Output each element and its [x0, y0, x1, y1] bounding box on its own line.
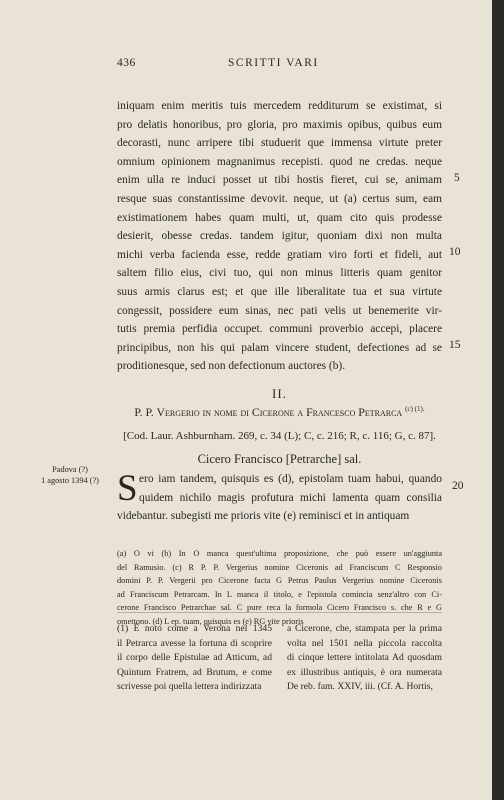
title-text: P. P. Vergerio in nome di Cicerone a Francesco Petrarca [134, 405, 403, 419]
text-line: proditionesque, sed non defectionum auctores (b). [117, 360, 346, 373]
line-number-15: 15 [449, 339, 461, 351]
text-line: omnium opinionem magnanimus recepisti. quod ne credas. neque [117, 155, 442, 168]
margin-place: Padova (?) [52, 465, 88, 474]
footnote-line: scrivesse poi quella lettera indirizzata [117, 681, 262, 692]
apparatus-line: cerone Francisco Petrarchae sal. C pure reca la formola Cicero Francisco s. che R e G [117, 603, 442, 613]
text-line: quidem nichilo magis profutura michi lamenta quam consilia [139, 491, 442, 504]
section-title [117, 405, 442, 420]
apparatus-line: (a) O vi (b) In O manca quest'ultima proposizione, che può essere un'aggiunta [117, 549, 442, 558]
line-number-10: 10 [449, 246, 461, 258]
margin-date: 1 agosto 1394 (?) [41, 476, 99, 485]
footnote-line: (1) È noto come a Verona nel 1345 [117, 623, 272, 634]
apparatus-line: del Ramusio. (c) R P. P. Vergerius nomine Ciceronis ad Franciscum C Responsio [117, 562, 442, 572]
latin-text-block [117, 97, 442, 376]
text-line: videbantur. subegisti me prioris vite (e) reminisci et in antiquam [117, 510, 410, 523]
salutation: Cicero Francisco [Petrarche] sal. [197, 452, 362, 466]
page-edge-shadow [492, 0, 504, 800]
text-line: existimationem habes quam multi, ut, quam cito quis prodesse [117, 211, 442, 224]
page-number: 436 [117, 57, 136, 69]
manuscript-sources: [Cod. Laur. Ashburnham. 269, c. 34 (L); C, c. 216; R, c. 116; G, c. 87]. [123, 430, 436, 442]
text-line: iniquam enim meritis tuis mercedem redditurum se existimat, si [117, 100, 442, 112]
footnote-divider [117, 612, 442, 613]
text-line: michi verba facienda esse, redde gratiam viro forti et fideli, aut [117, 248, 442, 261]
footnote-line: volta nel 1501 nella piccola raccolta [287, 637, 442, 649]
text-line: saltem filio eius, civi tuo, qui non minus litteris quam genitor [117, 267, 442, 280]
line-number-5: 5 [454, 172, 460, 184]
drop-initial: S [117, 468, 138, 509]
footnote-left-column [117, 622, 272, 695]
footnote-line: il corpo delle Epistulae ad Atticum, ad [117, 652, 272, 663]
text-line: desierit, obesse credas. tandem igitur, quoniam dixi non multa [117, 230, 442, 243]
apparatus-line: domini P. P. Vergerii pro Cicerone facta G Petrus Paulus Vergerius nomine Ciceronis [117, 576, 442, 586]
title-notes: (c) (1). [405, 405, 425, 414]
section-numeral: II. [272, 386, 287, 401]
text-line: decorasti, nunc arripere tibi studuerit que immensa virtute preter [117, 137, 442, 150]
critical-apparatus [117, 547, 442, 629]
text-line: pro delatis honoribus, pro gloria, pro maximis opibus, quibus eum [117, 118, 442, 131]
text-line: principibus, non his qui palam vincere student, defectiones ad se [117, 341, 442, 354]
footnote-line: a Cicerone, che, stampata per la prima [287, 623, 442, 634]
text-line: suus armis clarus est; et que ille liberalitate tua et sua virtute [117, 285, 442, 298]
footnote-right-column [287, 622, 442, 695]
footnote-line: il Petrarca avesse la fortuna di scoprire [117, 637, 272, 649]
running-title: SCRITTI VARI [228, 57, 319, 69]
footnote-line: Quintum Fratrem, ad Brutum, e come [117, 666, 272, 678]
text-line: resque suas constantissime devovit. neque, ut (a) certus sum, eam [117, 192, 442, 205]
line-number-20: 20 [452, 480, 464, 492]
apparatus-line: ad Franciscum Petrarcam. In L manca il titolo, e l'epistola comincia senz'altro con Ci- [117, 589, 442, 599]
text-line: enim ulla re induci posset ut tibi hostis fieret, cui se, animam [117, 174, 442, 187]
apparatus-line: omettono. (d) L ep. tuam, quisquis es (e) RG vite prioris [117, 616, 304, 626]
epistle-text [117, 470, 442, 526]
text-line: tutis premia perfidia occupet. communi proverbio accepi, placere [117, 323, 442, 336]
margin-note [34, 464, 106, 486]
footnote-line: di cinque lettere intitolata Ad quosdam [287, 652, 442, 663]
footnote-line: De reb. fam. XXIV, iii. (Cf. A. Hortis, [287, 681, 433, 692]
text-line: congessit, possidere eum sinas, nec pati velis ut benemerite vir- [117, 304, 442, 317]
text-line: ero iam tandem, quisquis es (d), epistolam tuam habui, quando [139, 473, 442, 485]
footnote-line: ex illustribus antiquis, è ora numerata [287, 666, 442, 678]
